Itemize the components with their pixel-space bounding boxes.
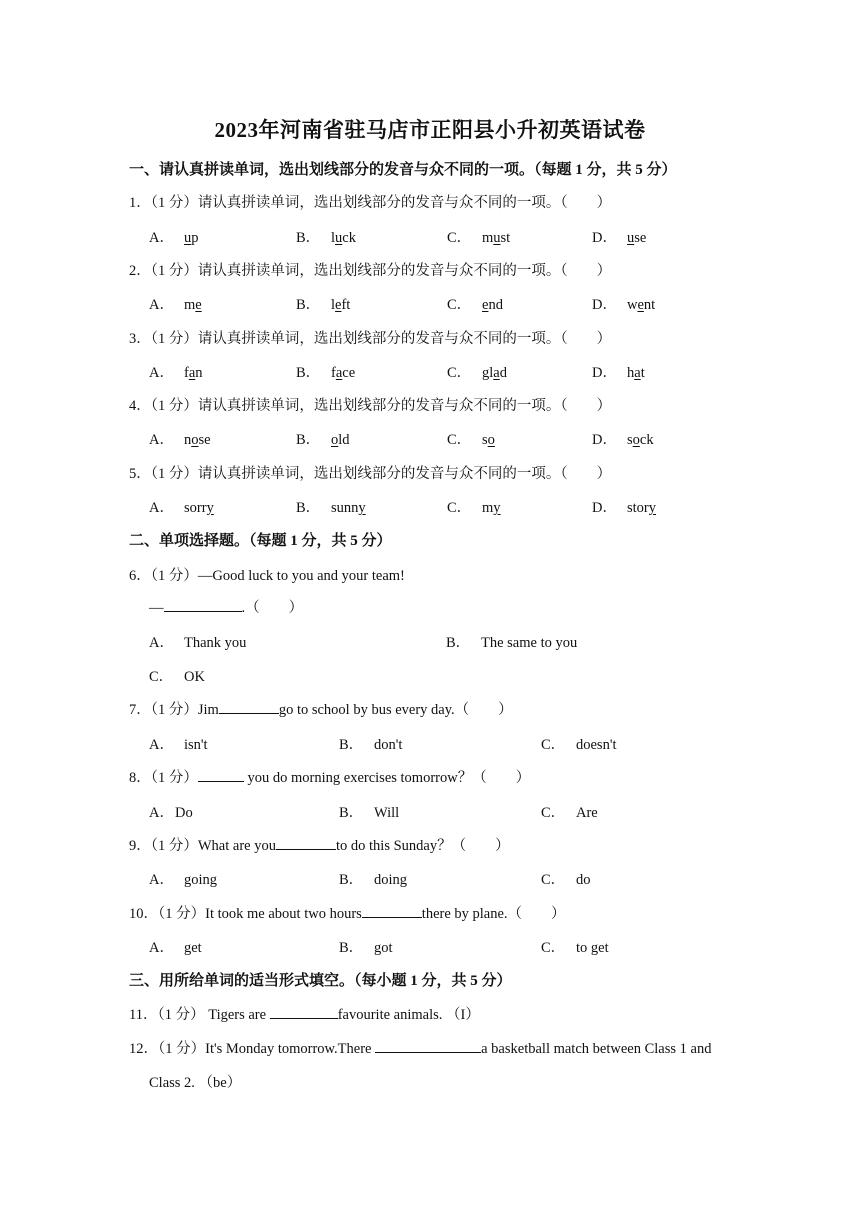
q8-option-a[interactable]: A．Do [149,805,193,821]
answer-blank[interactable] [362,903,422,918]
underlined-letters: a [188,365,196,381]
q3-option-a[interactable]: A． fan [149,365,203,381]
question-8: 8．（1 分） you do morning exercises tomorrow？（ ） [129,766,530,787]
underlined-letters: o [331,432,339,448]
option-word: glad [482,365,507,381]
underlined-letters: e [637,297,644,313]
question-1: 1．（1 分）请认真拼读单词，选出划线部分的发音与众不同的一项。（ ） [129,195,612,211]
option-word: so [482,432,495,448]
question-7: 7．（1 分）Jim go to school by bus every day.（ ） [129,698,513,719]
option-word: went [627,297,656,313]
q10-option-c[interactable]: C． to get [541,940,609,956]
answer-blank[interactable] [164,597,242,612]
q10-option-a[interactable]: A． get [149,940,202,956]
q1-option-c[interactable]: C． must [447,230,511,246]
underlined-letters: o [632,432,640,448]
underlined-letters: u [335,230,343,246]
section-1-heading: 一、请认真拼读单词，选出划线部分的发音与众不同的一项。（每题 1 分，共 5 分） [129,162,677,178]
q5-option-b[interactable]: B． sunny [296,500,366,516]
section-2-heading: 二、单项选择题。（每题 1 分，共 5 分） [129,533,392,549]
underlined-letters: a [335,365,343,381]
question-3: 3．（1 分）请认真拼读单词，选出划线部分的发音与众不同的一项。（ ） [129,331,612,347]
q6-option-c[interactable]: C． OK [149,669,205,685]
question-4: 4．（1 分）请认真拼读单词，选出划线部分的发音与众不同的一项。（ ） [129,398,612,414]
underlined-letters: a [634,365,641,381]
option-word: fan [184,365,203,381]
q2-option-c[interactable]: C． end [447,297,503,313]
underlined-letters: y [648,500,656,516]
q1-option-d[interactable]: D． use [592,230,647,246]
option-word: hat [627,365,645,381]
underlined-letters: e [195,297,202,313]
q9-option-c[interactable]: C． do [541,872,591,888]
q5-option-a[interactable]: A． sorry [149,500,214,516]
question-6: 6．（1 分）—Good luck to you and your team! [129,568,405,584]
underlined-letters: o [191,432,199,448]
question-6-answer-line: — .（ ） [149,596,303,617]
q7-option-b[interactable]: B． don't [339,737,403,753]
q1-option-b[interactable]: B． luck [296,230,356,246]
q4-option-b[interactable]: B． old [296,432,350,448]
question-5: 5．（1 分）请认真拼读单词，选出划线部分的发音与众不同的一项。（ ） [129,466,612,482]
underlined-letters: y [206,500,214,516]
q7-option-c[interactable]: C． doesn't [541,737,617,753]
q2-option-a[interactable]: A． me [149,297,202,313]
option-word: me [184,297,202,313]
option-word: sunny [331,500,366,516]
answer-blank[interactable] [198,767,244,782]
underlined-letters: u [184,230,192,246]
option-word: end [482,297,503,313]
q5-option-d[interactable]: D． story [592,500,656,516]
answer-blank[interactable] [219,699,279,714]
underlined-letters: y [358,500,366,516]
underlined-letters: o [487,432,495,448]
option-word: story [627,500,656,516]
q3-option-c[interactable]: C． glad [447,365,507,381]
q3-option-b[interactable]: B． face [296,365,356,381]
question-11: 11．（1 分） Tigers are favourite animals. （I） [129,1003,480,1024]
underlined-letters: e [335,297,342,313]
question-12: 12．（1 分）It's Monday tomorrow.There a basketball match between Class 1 and [129,1037,711,1058]
underlined-letters: u [493,230,501,246]
question-12-continued: Class 2. （be） [149,1075,242,1091]
question-9: 9．（1 分）What are you to do this Sunday？（ ） [129,834,510,855]
underlined-letters: u [627,230,635,246]
q6-option-b[interactable]: B． The same to you [446,635,578,651]
option-word: luck [331,230,356,246]
q1-option-a[interactable]: A． up [149,230,199,246]
option-word: must [482,230,511,246]
option-word: use [627,230,647,246]
answer-blank[interactable] [270,1004,338,1019]
section-3-heading: 三、用所给单词的适当形式填空。（每小题 1 分，共 5 分） [129,973,512,989]
option-word: up [184,230,199,246]
q4-option-c[interactable]: C． so [447,432,495,448]
answer-blank[interactable] [276,835,336,850]
q8-option-c[interactable]: C． Are [541,805,598,821]
q9-option-a[interactable]: A． going [149,872,218,888]
option-word: sock [627,432,654,448]
q7-option-a[interactable]: A． isn't [149,737,208,753]
q10-option-b[interactable]: B． got [339,940,393,956]
question-2: 2．（1 分）请认真拼读单词，选出划线部分的发音与众不同的一项。（ ） [129,263,612,279]
q5-option-c[interactable]: C． my [447,500,501,516]
page-title: 2023年河南省驻马店市正阳县小升初英语试卷 [214,118,646,142]
q6-option-a[interactable]: A． Thank you [149,635,247,651]
option-word: sorry [184,500,214,516]
option-word: old [331,432,350,448]
q9-option-b[interactable]: B． doing [339,872,408,888]
q4-option-a[interactable]: A． nose [149,432,211,448]
q8-option-b[interactable]: B． Will [339,805,400,821]
q2-option-d[interactable]: D． went [592,297,656,313]
option-word: left [331,297,351,313]
option-word: nose [184,432,211,448]
underlined-letters: a [493,365,500,381]
q4-option-d[interactable]: D． sock [592,432,654,448]
answer-blank[interactable] [375,1038,481,1053]
option-word: my [482,500,501,516]
option-word: face [331,365,356,381]
q3-option-d[interactable]: D． hat [592,365,645,381]
underlined-letters: y [493,500,501,516]
q2-option-b[interactable]: B． left [296,297,351,313]
question-10: 10．（1 分）It took me about two hours there by plane.（ ） [129,902,566,923]
underlined-letters: e [482,297,489,313]
